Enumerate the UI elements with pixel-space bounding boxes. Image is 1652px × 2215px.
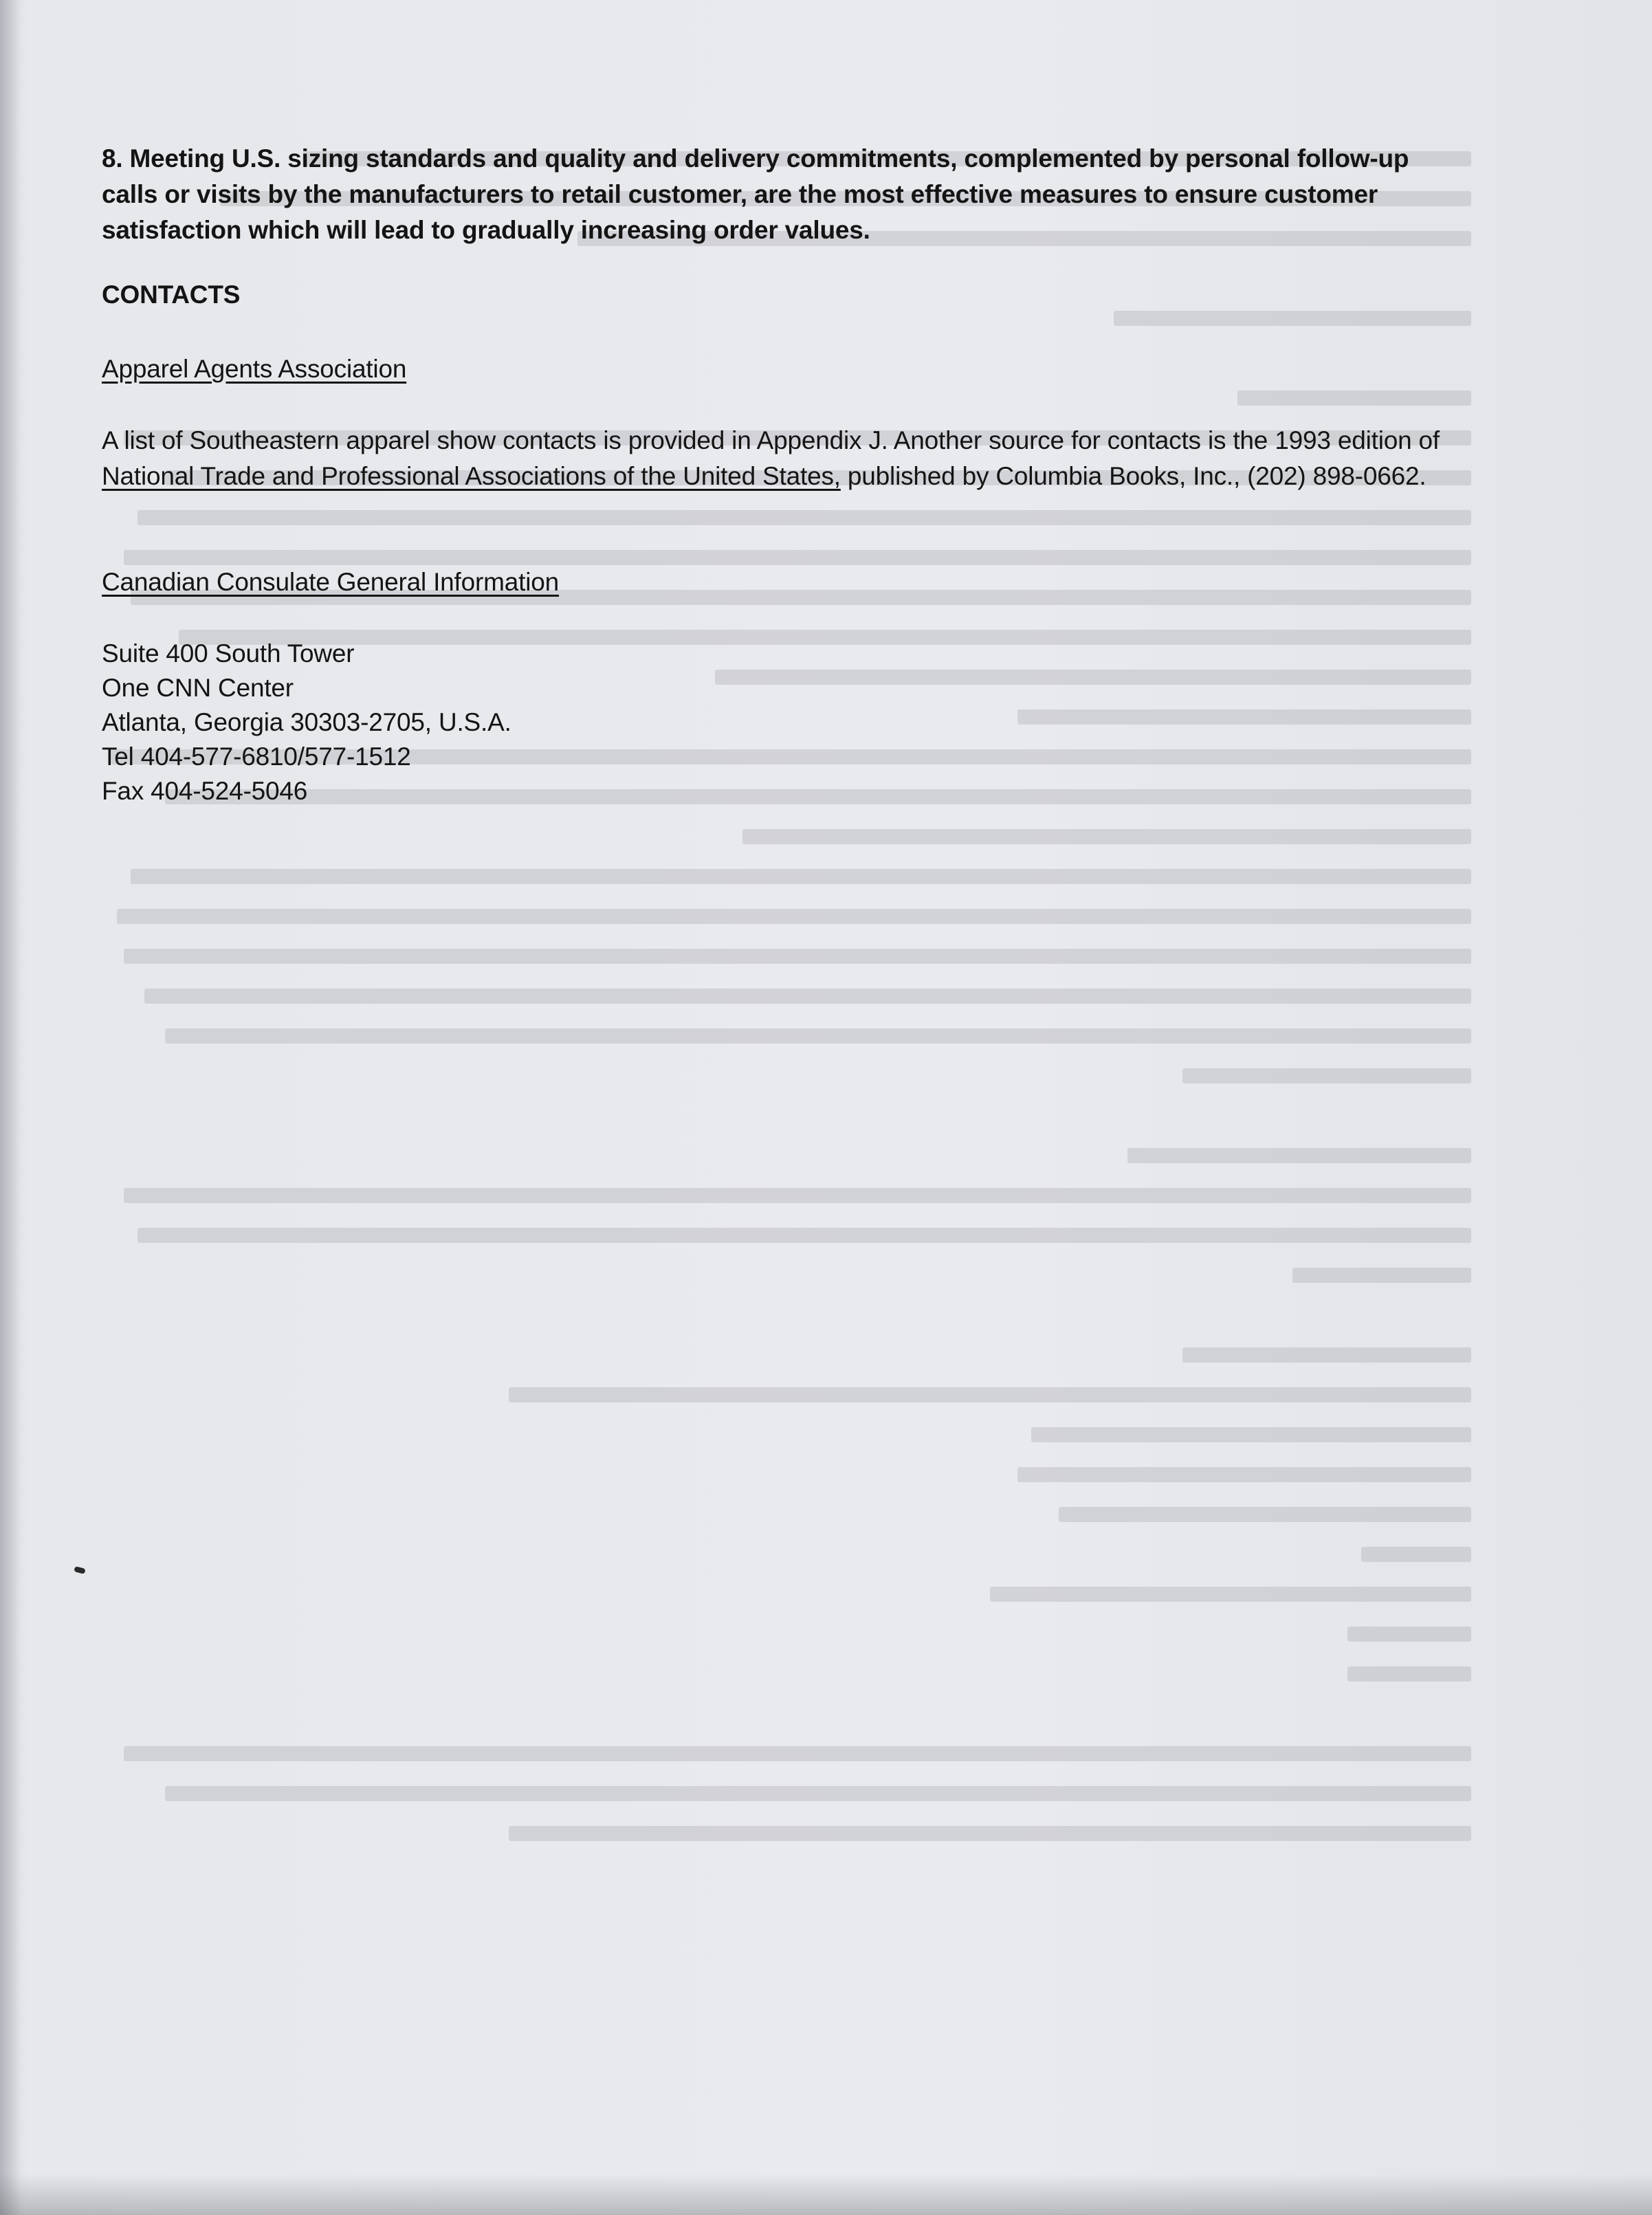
page-edge-shadow: [0, 0, 21, 2215]
consulate-address: [102, 636, 511, 808]
publication-title: National Trade and Professional Associations of the United States,: [102, 462, 841, 490]
address-line: One CNN Center: [102, 674, 294, 702]
page-bottom-shadow: [0, 2174, 1652, 2215]
apparel-contacts-text-end: published by Columbia Books, Inc., (202) 898-0662.: [840, 462, 1427, 490]
reverse-side-bleed-through: [96, 137, 1471, 1852]
paragraph-8: 8. Meeting U.S. sizing standards and quality and delivery commitments, complemented by personal follow-up calls or visits by the manufacturers to retail customer, are the most effective measures to ensure customer satisfaction which will lead to gradually increasing order values.: [102, 144, 1409, 244]
contacts-heading: CONTACTS: [102, 280, 241, 309]
fax-line: Fax 404-524-5046: [102, 777, 308, 805]
telephone-line: Tel 404-577-6810/577-1512: [102, 742, 411, 771]
consulate-heading: Canadian Consulate General Information: [102, 568, 559, 596]
address-line: Suite 400 South Tower: [102, 639, 355, 668]
apparel-contacts-text-start: A list of Southeastern apparel show contacts is provided in Appendix J. Another source for contacts is the 1993 edition of: [102, 426, 1440, 454]
address-line: Atlanta, Georgia 30303-2705, U.S.A.: [102, 708, 511, 736]
apparel-contacts-paragraph: [102, 423, 1442, 494]
dust-speck: [74, 1566, 86, 1574]
apparel-agents-heading: Apparel Agents Association: [102, 355, 407, 383]
